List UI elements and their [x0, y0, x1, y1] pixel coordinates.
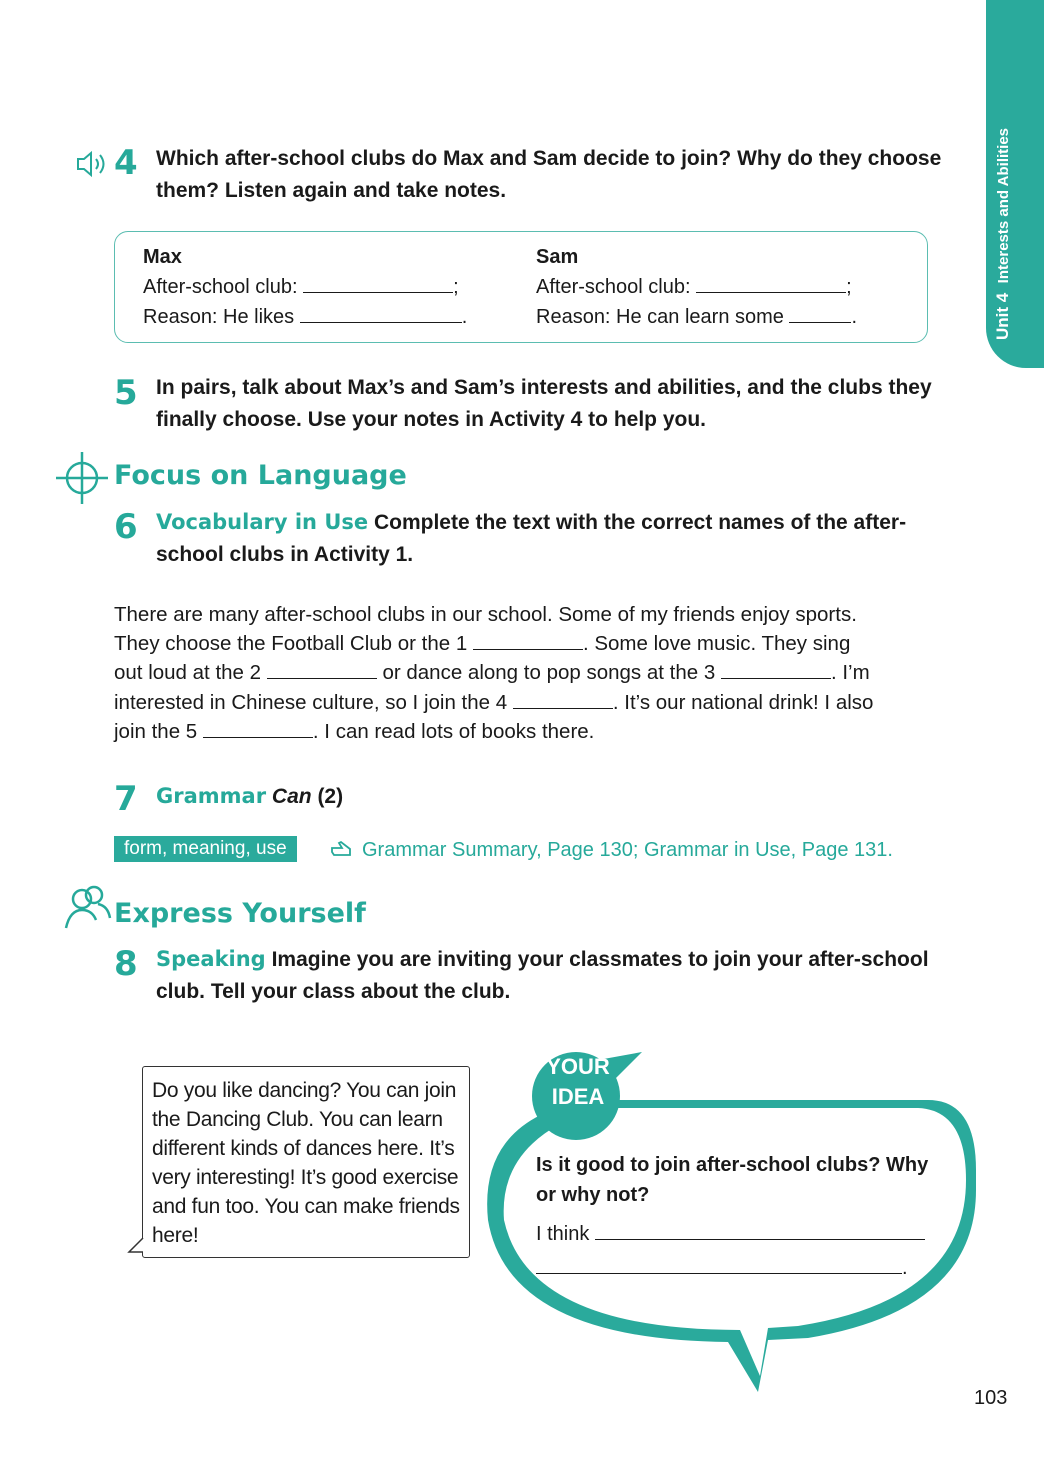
example-line: Do you like dancing? You can join: [152, 1079, 457, 1102]
passage-blank-4[interactable]: [513, 690, 613, 709]
passage-line2-end: . Some love music. They sing: [582, 632, 851, 656]
notes-box: [114, 231, 928, 343]
passage-line5-start: join the 5: [114, 719, 198, 743]
activity-7-number: 7: [114, 779, 138, 819]
passage-blank-2[interactable]: [267, 660, 377, 679]
activity-6-line2: school clubs in Activity 1.: [156, 543, 414, 566]
sam-reason-row: [536, 302, 857, 332]
passage-line2: [114, 629, 934, 658]
activity-8-line2: club. Tell your class about the club.: [156, 980, 511, 1003]
speech-tail-icon: [126, 1236, 146, 1256]
page-number: 103: [974, 1387, 1008, 1409]
idea-answer-blank-1[interactable]: [595, 1221, 925, 1240]
passage-line4-end: . It’s our national drink! I also: [612, 690, 874, 714]
activity-6-number: 6: [114, 507, 138, 547]
sam-club-row: [536, 272, 857, 302]
passage-blank-3[interactable]: [721, 660, 831, 679]
express-yourself-heading: Express Yourself: [114, 898, 366, 929]
activity-5-line2: finally choose. Use your notes in Activity 4 to help you.: [156, 408, 706, 431]
passage-line4: [114, 688, 934, 717]
activity-5-line1: In pairs, talk about Max’s and Sam’s interests and abilities, and the clubs they: [156, 376, 932, 399]
passage-line3-start: out loud at the 2: [114, 661, 262, 685]
sam-reason-blank[interactable]: [789, 304, 851, 323]
max-reason-blank[interactable]: [300, 304, 462, 323]
speaker-icon[interactable]: [76, 150, 112, 178]
passage-blank-5[interactable]: [203, 719, 313, 738]
passage-line5-end: . I can read lots of books there.: [312, 719, 595, 743]
passage-line3: [114, 658, 934, 687]
people-icon: [62, 884, 112, 930]
grammar-pill: form, meaning, use: [114, 836, 297, 862]
your-idea-badge: [538, 1052, 618, 1112]
passage-line3-middle: or dance along to pop songs at the 3: [382, 661, 716, 685]
activity-4-instructions: [156, 143, 941, 207]
unit-title: Interests and Abilities: [995, 127, 1012, 284]
badge-line1: YOUR: [546, 1054, 610, 1079]
idea-answer-area: [536, 1220, 925, 1282]
sam-club-end: ;: [846, 276, 852, 298]
example-line: different kinds of dances here. It’s: [152, 1137, 455, 1160]
passage-line5: [114, 717, 934, 746]
max-club-blank[interactable]: [303, 274, 453, 293]
crosshair-icon: [54, 450, 110, 506]
badge-line2: IDEA: [551, 1084, 605, 1109]
example-line: very interesting! It’s good exercise: [152, 1166, 459, 1189]
activity-8-instructions: [156, 943, 929, 1008]
i-think-label: I think: [536, 1223, 590, 1245]
sam-club-blank[interactable]: [696, 274, 846, 293]
activity-4-line2: them? Listen again and take notes.: [156, 179, 507, 202]
activity-8-line1: Imagine you are inviting your classmates to join your after-school: [271, 948, 929, 971]
sam-reason-label: Reason: He can learn some: [536, 306, 784, 328]
grammar-reference-link[interactable]: Grammar Summary, Page 130; Grammar in Use, Page 131.: [362, 839, 893, 861]
activity-4-line1: Which after-school clubs do Max and Sam decide to join? Why do they choose: [156, 147, 942, 170]
example-line: the Dancing Club. You can learn: [152, 1108, 443, 1131]
activity-6-instructions: [156, 506, 906, 571]
passage-blank-1[interactable]: [473, 631, 583, 650]
unit-number: Unit 4: [993, 292, 1012, 340]
example-speech-text: [152, 1076, 464, 1250]
pointing-hand-icon: [330, 840, 354, 860]
sam-club-label: After-school club:: [536, 276, 691, 298]
max-reason-row: [143, 302, 467, 332]
activity-7-heading: [156, 780, 343, 813]
sam-reason-end: .: [851, 306, 858, 328]
max-club-label: After-school club:: [143, 276, 298, 298]
max-club-row: [143, 272, 467, 302]
activity-5-instructions: [156, 372, 932, 436]
idea-answer-end: .: [902, 1257, 908, 1279]
passage-line1: There are many after-school clubs in our school. Some of my friends enjoy sports.: [114, 603, 857, 626]
activity-4-number: 4: [114, 143, 138, 183]
example-line: and fun too. You can make friends: [152, 1195, 460, 1218]
passage-line4-start: interested in Chinese culture, so I join the 4: [114, 690, 508, 714]
grammar-suffix: (2): [317, 785, 344, 808]
max-reason-end: .: [461, 306, 468, 328]
notes-sam: [536, 242, 857, 332]
idea-question: [536, 1150, 936, 1210]
grammar-label: Grammar: [156, 784, 267, 808]
example-line: here!: [152, 1224, 199, 1247]
max-club-end: ;: [453, 276, 459, 298]
max-reason-label: Reason: He likes: [143, 306, 295, 328]
notes-max: [143, 242, 467, 332]
idea-answer-blank-2[interactable]: [536, 1255, 902, 1274]
vocabulary-passage: [114, 600, 934, 746]
unit-side-tab-label: [993, 128, 1013, 340]
activity-6-line1: Complete the text with the correct names of the after-: [373, 511, 907, 534]
activity-8-number: 8: [114, 944, 138, 984]
max-heading: Max: [143, 246, 182, 268]
sam-heading: Sam: [536, 246, 579, 268]
speaking-label: Speaking: [156, 947, 266, 971]
activity-5-number: 5: [114, 373, 138, 413]
idea-question-line1: Is it good to join after-school clubs? Why: [536, 1154, 929, 1176]
grammar-can-label: Can: [271, 785, 312, 808]
vocabulary-in-use-label: Vocabulary in Use: [156, 510, 369, 534]
idea-question-line2: or why not?: [536, 1184, 650, 1206]
passage-line3-end: . I’m: [830, 661, 870, 685]
focus-on-language-heading: Focus on Language: [114, 460, 407, 491]
passage-line2-start: They choose the Football Club or the 1: [114, 632, 468, 656]
